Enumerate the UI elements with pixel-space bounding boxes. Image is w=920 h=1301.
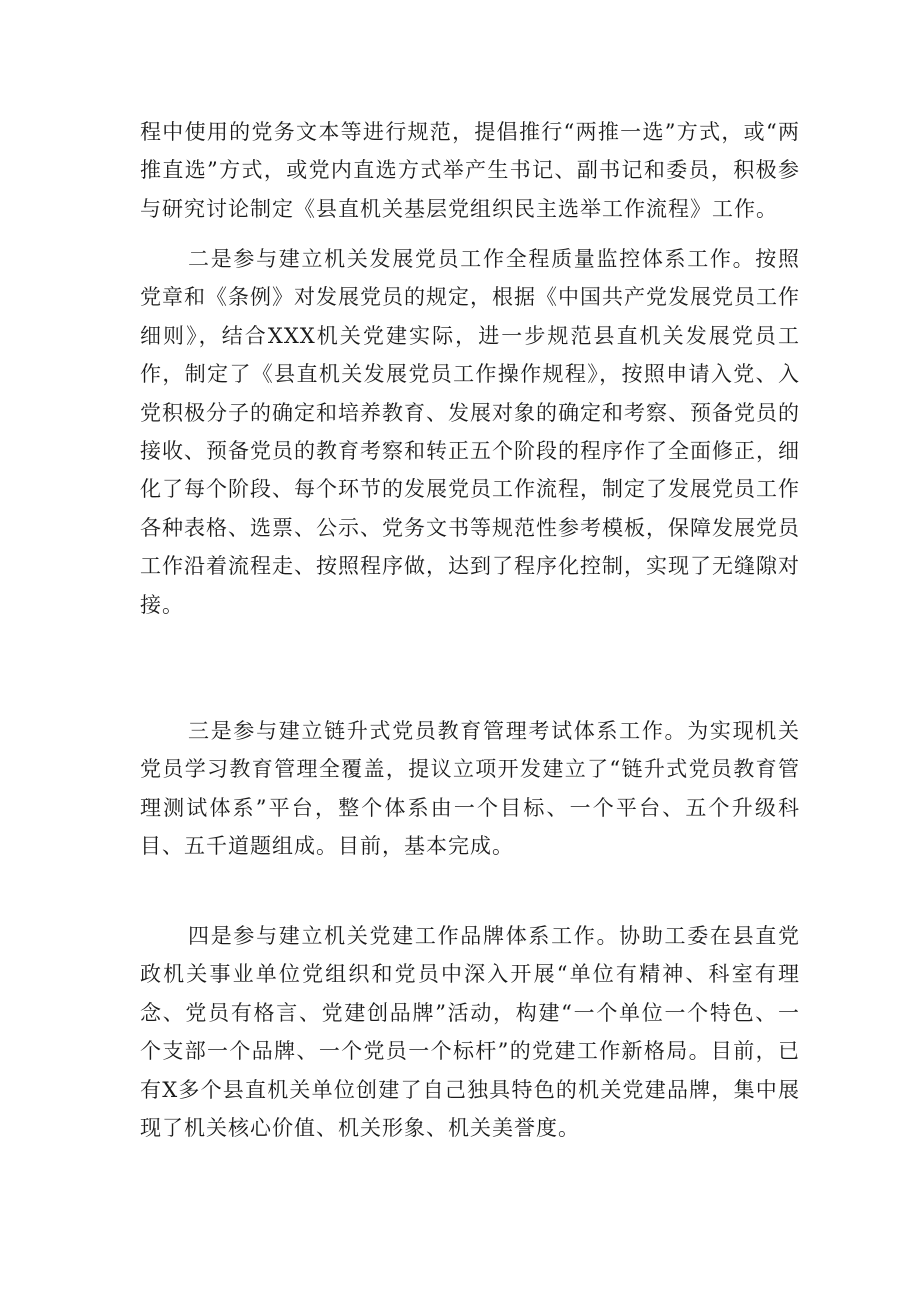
paragraph-party-member-development: 二是参与建立机关发展党员工作全程质量监控体系工作。按照党章和《条例》对发展党员的规定，根据《中国共产党发展党员工作细则》，结合XXX机关党建实际，进一步规范县直机关发展党员工作，制定了《县直机关发展党员工作操作规程》，按照申请入党、入党积极分子的确定和培养教育、发展对象的确定和考察、预备党员的接收、预备党员的教育考察和转正五个阶段的程序作了全面修正，细化了每个阶段、每个环节的发展党员工作流程，制定了发展党员工作各种表格、选票、公示、党务文书等规范性参考模板，保障发展党员工作沿着流程走、按照程序做，达到了程序化控制，实现了无缝隙对接。 [140,247,800,617]
paragraph-continued-election-process: 程中使用的党务文本等进行规范，提倡推行“两推一选”方式，或“两推直选”方式，或党内直选方式举产生书记、副书记和委员，积极参与研究讨论制定《县直机关基层党组织民主选举工作流程》工作。 [140,120,800,221]
paragraph-education-exam-system: 三是参与建立链升式党员教育管理考试体系工作。为实现机关党员学习教育管理全覆盖，提议立项开发建立了“链升式党员教育管理测试体系”平台，整个体系由一个目标、一个平台、五个升级科目、五千道题组成。目前，基本完成。 [140,719,800,859]
paragraph-party-brand-system: 四是参与建立机关党建工作品牌体系工作。协助工委在县直党政机关事业单位党组织和党员中深入开展“单位有精神、科室有理念、党员有格言、党建创品牌”活动，构建“一个单位一个特色、一个支部一个品牌、一个党员一个标杆”的党建工作新格局。目前，已有X多个县直机关单位创建了自己独具特色的机关党建品牌，集中展现了机关核心价值、机关形象、机关美誉度。 [140,924,800,1141]
